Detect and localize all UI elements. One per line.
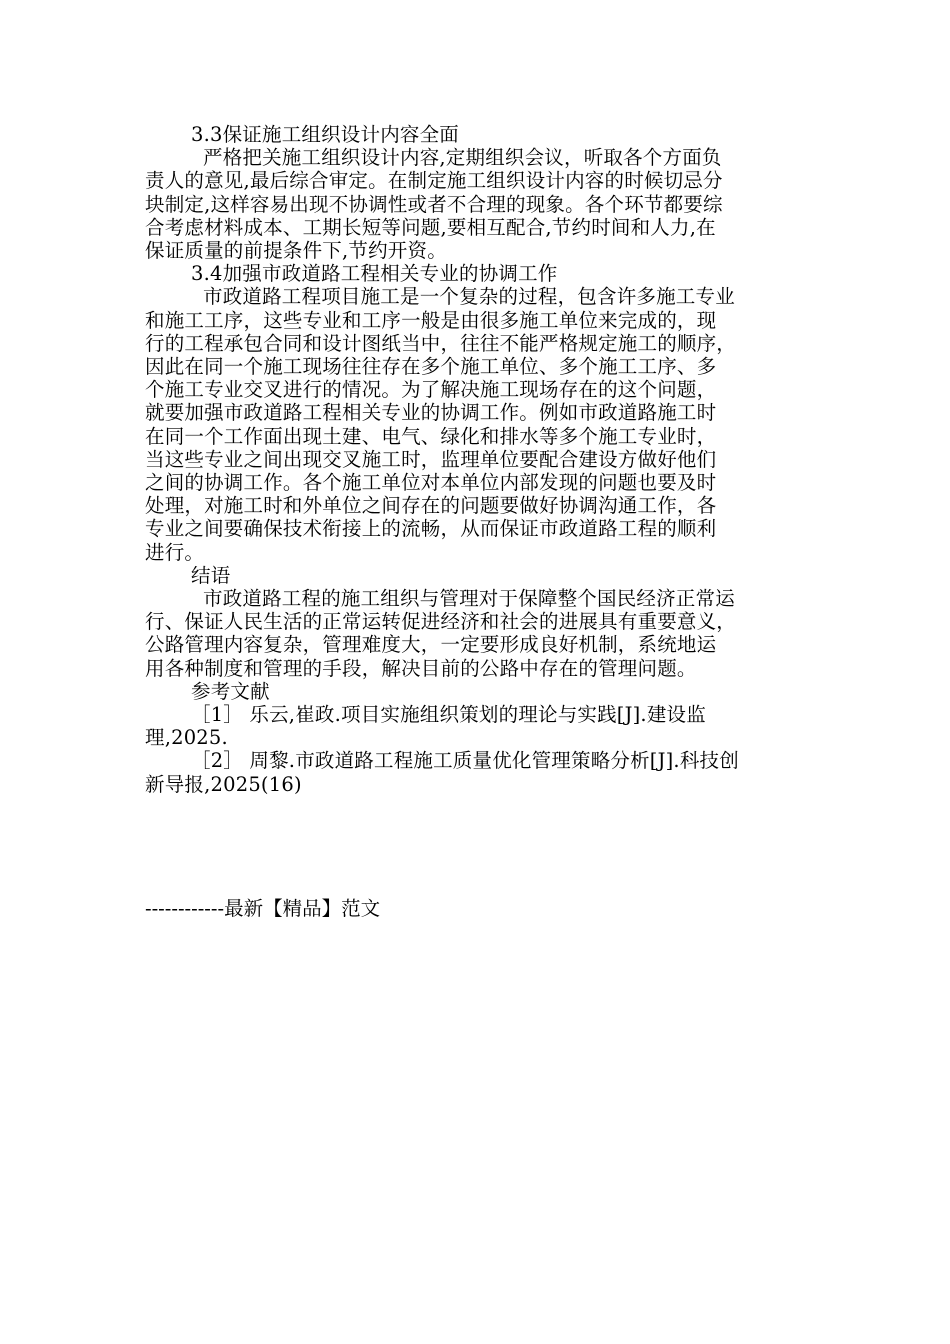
paragraph-line: 就要加强市政道路工程相关专业的协调工作。例如市政道路施工时 — [145, 401, 717, 425]
paragraph-line: 进行。 — [145, 540, 205, 564]
paragraph-line: 专业之间要确保技术衔接上的流畅，从而保证市政道路工程的顺利 — [145, 517, 717, 541]
conclusion-heading: 结语 — [191, 563, 231, 587]
paragraph-line: 行、保证人民生活的正常运转促进经济和社会的进展具有重要意义， — [145, 610, 737, 634]
references-heading: 参考文献 — [191, 679, 270, 703]
paragraph-line: 严格把关施工组织设计内容,定期组织会议，听取各个方面负 — [203, 146, 722, 170]
reference-item-2-continued: 新导报,2025(16) — [145, 772, 302, 796]
paragraph-line: 之间的协调工作。各个施工单位对本单位内部发现的问题也要及时 — [145, 471, 717, 495]
reference-item-1-continued: 理,2025. — [145, 726, 228, 750]
paragraph-line: 市政道路工程项目施工是一个复杂的过程，包含许多施工专业 — [203, 285, 735, 309]
paragraph-line: 处理，对施工时和外单位之间存在的问题要做好协调沟通工作，各 — [145, 494, 717, 518]
paragraph-line: 市政道路工程的施工组织与管理对于保障整个国民经济正常运 — [203, 587, 735, 611]
paragraph-line: 当这些专业之间出现交叉施工时，监理单位要配合建设方做好他们 — [145, 447, 717, 471]
paragraph-line: 个施工专业交叉进行的情况。为了解决施工现场存在的这个问题， — [145, 378, 717, 402]
paragraph-line: 和施工工序，这些专业和工序一般是由很多施工单位来完成的，现 — [145, 308, 717, 332]
paragraph-line: 在同一个工作面出现土建、电气、绿化和排水等多个施工专业时， — [145, 424, 717, 448]
paragraph-line: 公路管理内容复杂，管理难度大，一定要形成良好机制，系统地运 — [145, 633, 717, 657]
paragraph-line: 保证质量的前提条件下,节约开资。 — [145, 239, 447, 263]
paragraph-line: 因此在同一个施工现场往往存在多个施工单位、多个施工工序、多 — [145, 355, 717, 379]
paragraph-line: 行的工程承包合同和设计图纸当中，往往不能严格规定施工的顺序， — [145, 331, 737, 355]
paragraph-line: 块制定,这样容易出现不协调性或者不合理的现象。各个环节都要综 — [145, 192, 723, 216]
section-heading-3-4: 3.4加强市政道路工程相关专业的协调工作 — [191, 262, 558, 286]
paragraph-line: 责人的意见,最后综合审定。在制定施工组织设计内容的时候切忌分 — [145, 169, 723, 193]
page-footer: ------------最新【精品】范文 — [145, 897, 381, 920]
document-body — [145, 123, 805, 796]
section-heading-3-3: 3.3保证施工组织设计内容全面 — [191, 123, 460, 146]
reference-item-2: ［2］ 周黎.市政道路工程施工质量优化管理策略分析[J].科技创 — [191, 749, 739, 773]
paragraph-line: 合考虑材料成本、工期长短等问题,要相互配合,节约时间和人力,在 — [145, 215, 716, 239]
reference-item-1: ［1］ 乐云,崔政.项目实施组织策划的理论与实践[J].建设监 — [191, 703, 706, 727]
paragraph-line: 用各种制度和管理的手段，解决目前的公路中存在的管理问题。 — [145, 656, 697, 680]
